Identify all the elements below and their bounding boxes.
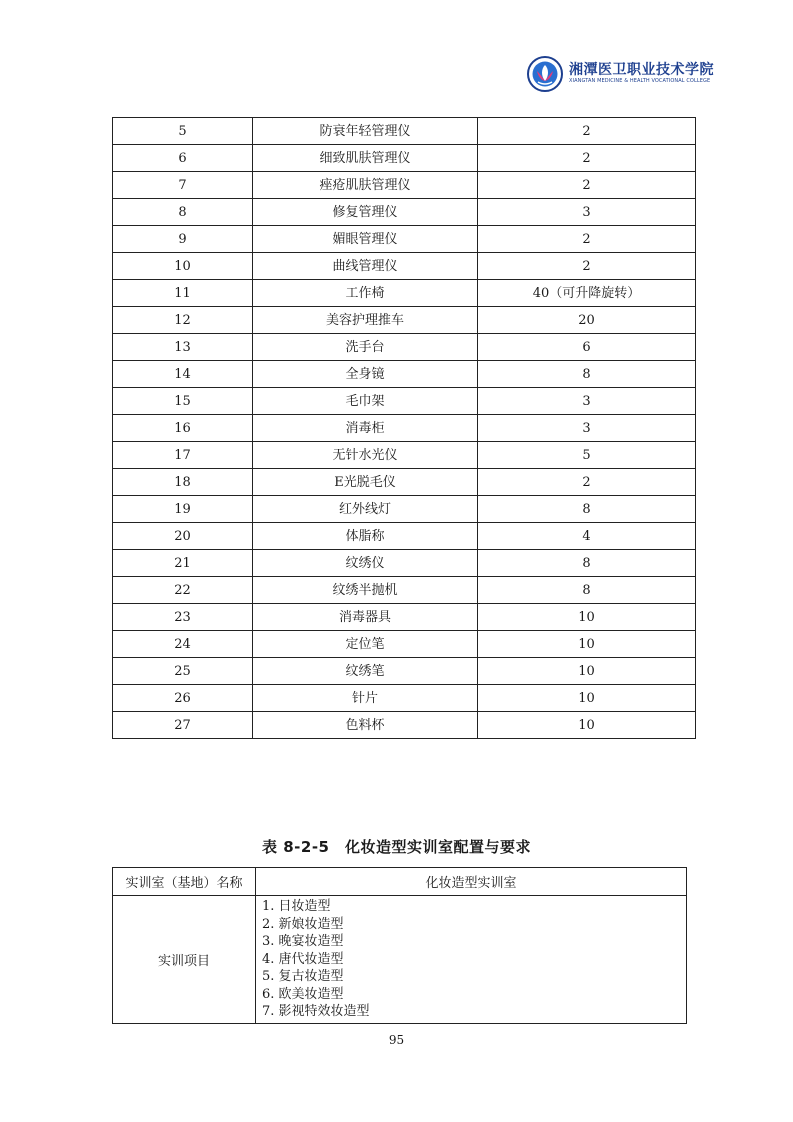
config-table [112, 867, 687, 1024]
equipment-name: 红外线灯 [253, 496, 478, 523]
row-number: 11 [113, 280, 253, 307]
row-number: 6 [113, 145, 253, 172]
equipment-name: 美容护理推车 [253, 307, 478, 334]
equipment-name: 体脂称 [253, 523, 478, 550]
table-row [113, 523, 696, 550]
equipment-name: 毛巾架 [253, 388, 478, 415]
equipment-quantity: 8 [478, 550, 696, 577]
row-number: 25 [113, 658, 253, 685]
equipment-name: 消毒器具 [253, 604, 478, 631]
equipment-quantity: 2 [478, 226, 696, 253]
table-row [113, 469, 696, 496]
table-row [113, 712, 696, 739]
equipment-name: 工作椅 [253, 280, 478, 307]
table-row [113, 226, 696, 253]
table-row [113, 577, 696, 604]
row-number: 21 [113, 550, 253, 577]
college-emblem-icon [527, 56, 563, 92]
equipment-quantity: 10 [478, 631, 696, 658]
equipment-quantity: 2 [478, 118, 696, 145]
row-number: 14 [113, 361, 253, 388]
row-number: 19 [113, 496, 253, 523]
table-row [113, 172, 696, 199]
list-item: 3. 晚宴妆造型 [262, 934, 344, 949]
row-number: 18 [113, 469, 253, 496]
equipment-name: 修复管理仪 [253, 199, 478, 226]
row-number: 8 [113, 199, 253, 226]
equipment-quantity: 8 [478, 361, 696, 388]
list-item: 4. 唐代妆造型 [262, 951, 344, 967]
equipment-name: 无针水光仪 [253, 442, 478, 469]
equipment-quantity: 8 [478, 496, 696, 523]
table-row [113, 415, 696, 442]
table-row [113, 280, 696, 307]
equipment-name: 细致肌肤管理仪 [253, 145, 478, 172]
row-number: 24 [113, 631, 253, 658]
row-number: 26 [113, 685, 253, 712]
equipment-quantity: 3 [478, 415, 696, 442]
table-row [113, 388, 696, 415]
college-name-cn: 湘潭医卫职业技术学院 [569, 62, 714, 78]
equipment-quantity: 10 [478, 658, 696, 685]
table-row [113, 307, 696, 334]
table-row [113, 145, 696, 172]
row-number: 16 [113, 415, 253, 442]
college-logo [527, 56, 714, 92]
config-row-room [113, 868, 687, 896]
equipment-quantity: 40（可升降旋转） [478, 280, 696, 307]
equipment-name: 纹绣仪 [253, 550, 478, 577]
equipment-quantity: 10 [478, 685, 696, 712]
equipment-quantity: 2 [478, 172, 696, 199]
equipment-name: 全身镜 [253, 361, 478, 388]
equipment-name: 色料杯 [253, 712, 478, 739]
table-row [113, 658, 696, 685]
equipment-name: 纹绣半抛机 [253, 577, 478, 604]
equipment-quantity: 3 [478, 199, 696, 226]
equipment-quantity: 5 [478, 442, 696, 469]
equipment-name: 洗手台 [253, 334, 478, 361]
table-row [113, 604, 696, 631]
equipment-quantity: 2 [478, 145, 696, 172]
table-row [113, 550, 696, 577]
table-row [113, 685, 696, 712]
table-row [113, 361, 696, 388]
equipment-quantity: 4 [478, 523, 696, 550]
equipment-name: 痤疮肌肤管理仪 [253, 172, 478, 199]
equipment-name: 针片 [253, 685, 478, 712]
row-number: 20 [113, 523, 253, 550]
equipment-name: 防衰年轻管理仪 [253, 118, 478, 145]
row-number: 27 [113, 712, 253, 739]
row-number: 22 [113, 577, 253, 604]
college-name-en: XIANGTAN MEDICINE & HEALTH VOCATIONAL COLLEGE [569, 78, 711, 84]
equipment-name: 曲线管理仪 [253, 253, 478, 280]
equipment-quantity: 6 [478, 334, 696, 361]
items-list [256, 896, 687, 1024]
table-row [113, 199, 696, 226]
equipment-name: 媚眼管理仪 [253, 226, 478, 253]
table-row [113, 334, 696, 361]
table-row [113, 442, 696, 469]
equipment-quantity: 3 [478, 388, 696, 415]
list-item: 2. 新娘妆造型 [262, 916, 344, 932]
row-number: 7 [113, 172, 253, 199]
room-value: 化妆造型实训室 [256, 868, 687, 896]
config-row-items [113, 896, 687, 1024]
row-number: 23 [113, 604, 253, 631]
list-item: 6. 欧美妆造型 [262, 986, 344, 1002]
row-number: 9 [113, 226, 253, 253]
equipment-quantity: 10 [478, 712, 696, 739]
list-item: 1. 日妆造型 [262, 899, 331, 914]
equipment-quantity: 2 [478, 469, 696, 496]
table-row [113, 253, 696, 280]
equipment-name: E光脱毛仪 [253, 469, 478, 496]
table-caption: 表 8-2-5 化妆造型实训室配置与要求 [262, 838, 531, 856]
equipment-quantity: 10 [478, 604, 696, 631]
list-item: 5. 复古妆造型 [262, 969, 344, 984]
items-label: 实训项目 [113, 896, 256, 1024]
table-row [113, 631, 696, 658]
row-number: 5 [113, 118, 253, 145]
table-row [113, 496, 696, 523]
row-number: 10 [113, 253, 253, 280]
equipment-name: 消毒柜 [253, 415, 478, 442]
row-number: 15 [113, 388, 253, 415]
list-item: 7. 影视特效妆造型 [262, 1004, 370, 1019]
equipment-name: 定位笔 [253, 631, 478, 658]
room-label: 实训室（基地）名称 [113, 868, 256, 896]
row-number: 12 [113, 307, 253, 334]
row-number: 17 [113, 442, 253, 469]
page-number: 95 [388, 1033, 405, 1047]
equipment-quantity: 2 [478, 253, 696, 280]
row-number: 13 [113, 334, 253, 361]
equipment-name: 纹绣笔 [253, 658, 478, 685]
equipment-quantity: 20 [478, 307, 696, 334]
equipment-table [112, 117, 696, 739]
table-row [113, 118, 696, 145]
equipment-quantity: 8 [478, 577, 696, 604]
